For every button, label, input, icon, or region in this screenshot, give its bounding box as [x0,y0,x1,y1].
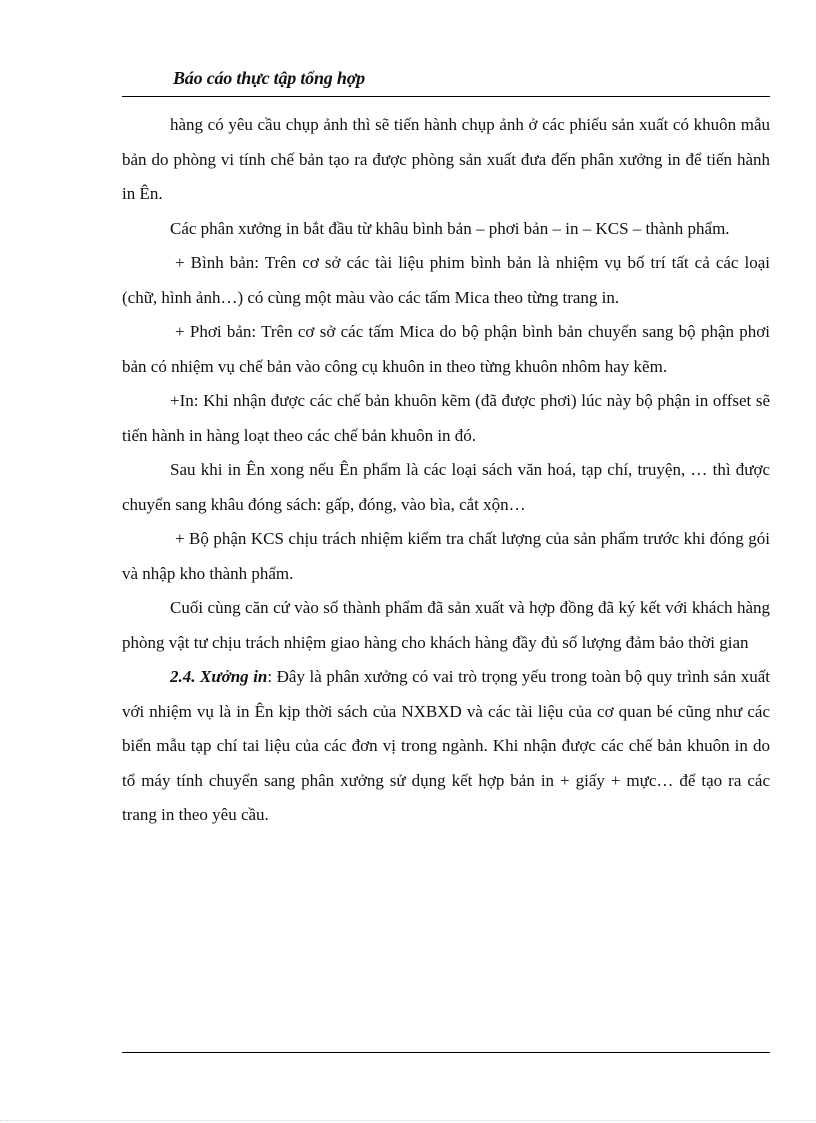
section-2-4-label: 2.4. Xưởng in [170,667,268,686]
paragraph-5: +In: Khi nhận được các chế bản khuôn kẽm (đã được phơi) lúc này bộ phận in offset sẽ tiến hành in hàng loạt theo các chế bản khuôn in đó. [122,391,770,445]
section-2-4-text: : Đây là phân xưởng có vai trò trọng yếu trong toàn bộ quy trình sản xuất với nhiệm vụ là in Ên kịp thời sách của NXBXD và các tài liệu của cơ quan bé cũng như các biển mẫu tạp chí tai liệu của các đơn vị trong ngành. Khi nhận được các chế bản khuôn in do tổ máy tính chuyển sang phân xưởng sử dụng kết hợp bản in + giấy + mực… để tạo ra các trang in theo yêu cầu. [122,667,770,824]
document-body [122,108,770,833]
paragraph-6: Sau khi in Ên xong nếu Ên phẩm là các loại sách văn hoá, tạp chí, truyện, … thì được chuyển sang khâu đóng sách: gấp, đóng, vào bìa, cắt xộn… [122,460,770,514]
paragraph-2: Các phân xưởng in bắt đầu từ khâu bình bản – phơi bản – in – KCS – thành phẩm. [170,218,730,238]
paragraph-7: + Bộ phận KCS chịu trách nhiệm kiểm tra chất lượng của sản phẩm trước khi đóng gói và nhập kho thành phẩm. [122,529,770,583]
paragraph-3: + Bình bản: Trên cơ sở các tài liệu phim bình bản là nhiệm vụ bố trí tất cả các loại (chữ, hình ảnh…) có cùng một màu vào các tấm Mica theo từng trang in. [122,253,770,307]
header-title: Báo cáo thực tập tổng hợp [173,68,365,88]
footer-rule [122,1052,770,1053]
paragraph-8: Cuối cùng căn cứ vào số thành phẩm đã sản xuất và hợp đồng đã ký kết với khách hàng phòng vật tư chịu trách nhiệm giao hàng cho khách hàng đầy đủ số lượng đảm bảo thời gian [122,598,770,652]
page-bottom-edge [0,1120,816,1121]
paragraph-4: + Phơi bản: Trên cơ sở các tấm Mica do bộ phận bình bản chuyển sang bộ phận phơi bản có nhiệm vụ chế bản vào công cụ khuôn in theo từng khuôn nhôm hay kẽm. [122,322,770,376]
paragraph-1: hàng có yêu cầu chụp ảnh thì sẽ tiến hành chụp ảnh ở các phiếu sản xuất có khuôn mẫu bản do phòng vi tính chế bản tạo ra được phòng sản xuất đưa đến phân xưởng in để tiến hành in Ên. [122,115,770,203]
page-header [122,66,770,97]
section-2-4-paragraph [122,660,770,833]
